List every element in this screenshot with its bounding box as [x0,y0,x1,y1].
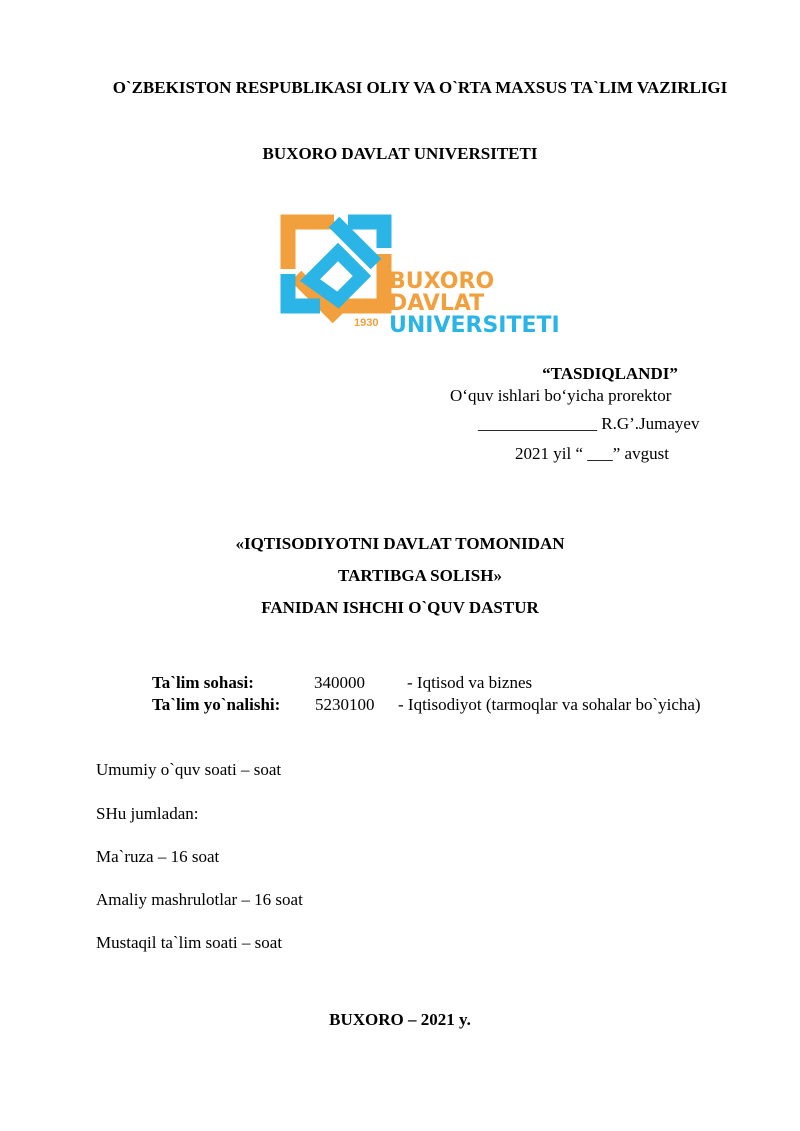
hours-practical: Amaliy mashrulotlar – 16 soat [96,890,303,909]
document-title-line-2: TARTIBGA SOLISH» [338,566,502,585]
approval-role: O‘quv ishlari bo‘yicha prorektor [450,386,672,405]
field-code: 340000 [314,673,365,692]
hours-independent: Mustaqil ta`lim soati – soat [96,933,283,952]
hours-total: Umumiy o`quv soati – soat [96,760,282,779]
hours-including: SHu jumladan: [96,804,199,823]
field-value: - Iqtisodiyot (tarmoqlar va sohalar bo`yicha) [398,695,701,714]
logo-line2: DAVLAT [389,291,485,316]
approval-signature-line: ______________ R.G’.Jumayev [478,414,700,433]
field-code: 5230100 [315,695,375,714]
footer-city-year: BUXORO – 2021 y. [329,1010,471,1029]
approval-date: 2021 yil “ ___” avgust [515,444,669,463]
document-title-line-3: FANIDAN ISHCHI O`QUV DASTUR [261,598,539,617]
logo-emblem-icon [288,222,384,318]
approval-title: “TASDIQLANDI” [542,364,678,383]
ministry-name: O`ZBEKISTON RESPUBLIKASI OLIY VA O`RTA MAXSUS TA`LIM VAZIRLIGI [112,78,728,97]
field-value: - Iqtisod va biznes [407,673,533,692]
field-label: Ta`lim yo`nalishi: [152,695,281,714]
document-title-line-1: «IQTISODIYOTNI DAVLAT TOMONIDAN [235,534,565,553]
university-logo [276,214,576,336]
logo-line3: UNIVERSITETI [389,313,560,336]
university-name: BUXORO DAVLAT UNIVERSITETI [262,144,538,163]
hours-lecture: Ma`ruza – 16 soat [96,847,220,866]
logo-line1: BUXORO [389,269,495,294]
logo-year: 1930 [354,317,379,329]
field-label: Ta`lim sohasi: [152,673,254,692]
